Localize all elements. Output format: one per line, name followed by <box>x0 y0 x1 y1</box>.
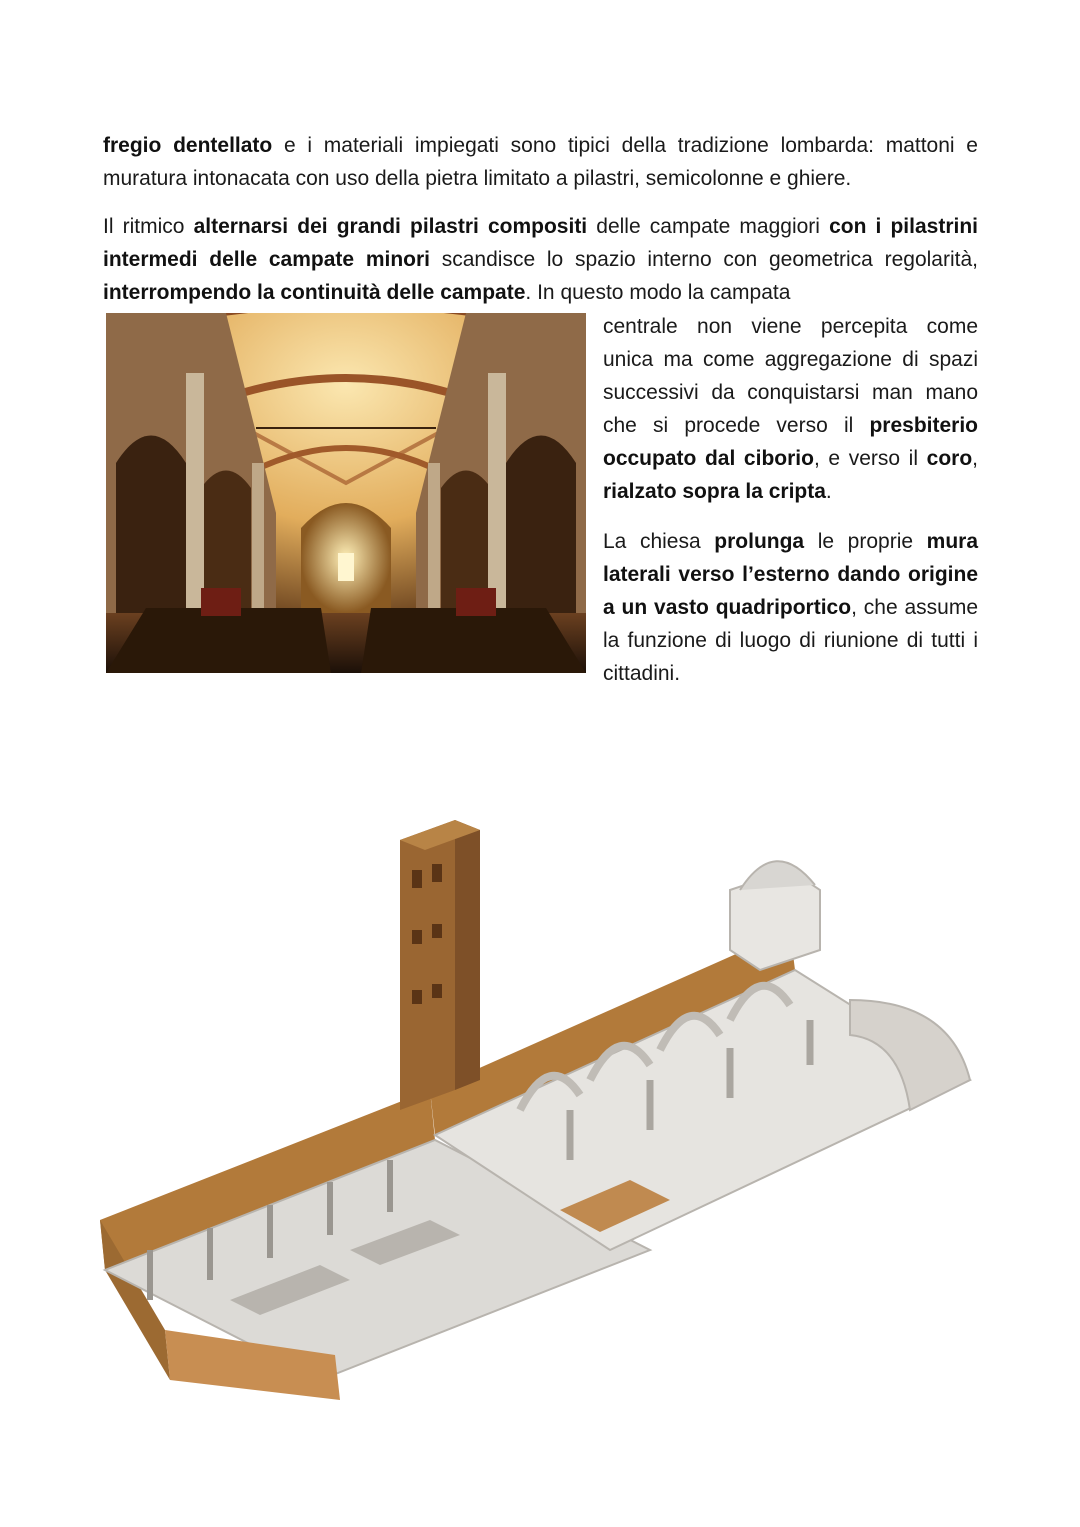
text-run: , <box>972 447 978 470</box>
text-run: La chiesa <box>603 530 715 553</box>
bold-term: prolunga <box>714 530 805 553</box>
bold-term: alternarsi dei grandi pilastri compositi <box>193 215 588 238</box>
text-run: , e verso il <box>813 447 927 470</box>
paragraph-quadriportico <box>603 525 978 690</box>
text-run: le proprie <box>804 530 927 553</box>
paragraph-intro <box>103 129 978 195</box>
bold-term: mura laterali verso l’esterno dando origine a un vasto quadriportico <box>603 530 979 619</box>
bold-term: rialzato sopra la cripta <box>603 480 826 503</box>
paragraph-interior <box>103 210 978 309</box>
text-run: . In questo modo la campata <box>525 281 791 304</box>
text-run: e i materiali impiegati sono tipici della tradizione lombarda: mattoni e muratura intonacata con uso della pietra limitato a pilastri, semicolonne e ghiere. <box>103 134 978 190</box>
text-run: scandisce lo spazio interno con geometrica regolarità, <box>430 248 978 271</box>
bold-term: con i pilastrini intermedi delle campate minori <box>103 215 979 271</box>
text-run: . <box>825 480 832 503</box>
bold-term: interrompendo la continuità delle campate <box>103 281 526 304</box>
bold-term: presbiterio occupato dal ciborio <box>603 414 978 470</box>
text-run: Il ritmico <box>103 215 194 238</box>
text-run: delle campate maggiori <box>587 215 830 238</box>
text-run: , che assume la funzione di luogo di riunione di tutti i cittadini. <box>603 596 978 685</box>
text-run: centrale non viene percepita come unica ma come aggregazione di spazi successivi da conquistarsi man mano che si procede verso il <box>603 315 978 437</box>
basilica-interior-photo <box>106 313 586 673</box>
bold-term: fregio dentellato <box>103 134 273 157</box>
paragraph-interior-continued <box>603 310 978 508</box>
bold-term: coro <box>926 447 973 470</box>
basilica-axonometric-diagram <box>90 780 990 1400</box>
